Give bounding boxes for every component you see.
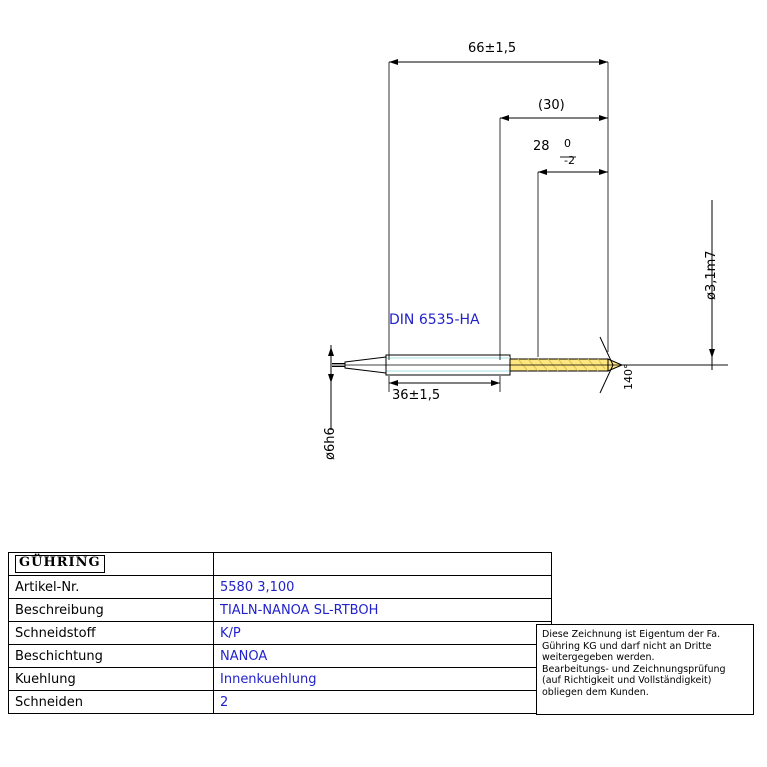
row-value-beschreibung: TIALN-NANOA SL-RTBOH	[214, 599, 552, 622]
row-value-schneidstoff: K/P	[214, 622, 552, 645]
dim-label-shank-diameter: ø6h6	[323, 427, 338, 460]
table-row	[9, 576, 552, 599]
title-block	[8, 552, 552, 714]
dim-36-arrow-left	[389, 380, 398, 386]
table-row	[9, 622, 552, 645]
row-key-schneidstoff: Schneidstoff	[9, 622, 214, 645]
row-key-artikel-nr: Artikel-Nr.	[9, 576, 214, 599]
dim-label-bracket-length: (30)	[538, 98, 565, 113]
row-key-beschichtung: Beschichtung	[9, 645, 214, 668]
dim-28-arrow-right	[599, 169, 608, 175]
notice-line-2: Gühring KG und darf nicht an Dritte	[542, 640, 712, 652]
dim-shank-dia-arrow-top	[328, 347, 334, 356]
dim-cut-dia-arrow	[709, 349, 715, 358]
table-row	[9, 691, 552, 714]
notice-line-4: Bearbeitungs- und Zeichnungsprüfung	[542, 663, 726, 675]
dim-label-cutting-diameter: ø3,1m7	[704, 250, 719, 300]
table-row	[9, 668, 552, 691]
dim-36-arrow-right	[491, 380, 500, 386]
notice-line-3: weitergegeben werden.	[542, 652, 655, 664]
dim-label-tolerance-length: 28	[533, 139, 550, 154]
row-key-beschreibung: Beschreibung	[9, 599, 214, 622]
table-row-logo	[9, 553, 552, 576]
dim-30-arrow-left	[500, 115, 509, 121]
row-value-beschichtung: NANOA	[214, 645, 552, 668]
dim-28-arrow-left	[538, 169, 547, 175]
table-row	[9, 645, 552, 668]
copyright-notice-box	[536, 624, 754, 715]
dim-label-point-angle: 140°	[622, 363, 635, 390]
row-key-kuehlung: Kuehlung	[9, 668, 214, 691]
notice-line-1: Diese Zeichnung ist Eigentum der Fa.	[542, 629, 721, 640]
notice-line-6: obliegen dem Kunden.	[542, 686, 649, 698]
row-value-kuehlung: Innenkuehlung	[214, 668, 552, 691]
dim-30-arrow-right	[599, 115, 608, 121]
dim-shank-dia-arrow-bottom	[328, 374, 334, 383]
notice-line-5: (auf Richtigkeit und Vollständigkeit)	[542, 675, 712, 687]
dim-label-tolerance-upper: 0	[564, 137, 571, 150]
dim-overall-arrow-left	[389, 59, 398, 65]
dim-label-flute-length: 36±1,5	[392, 388, 441, 403]
table-row	[9, 599, 552, 622]
logo-spacer-cell	[214, 553, 552, 576]
guehring-logo: GÜHRING	[15, 555, 105, 573]
dim-label-overall-length: 66±1,5	[468, 41, 517, 56]
row-value-schneiden: 2	[214, 691, 552, 714]
dim-label-tolerance-lower: -2	[564, 154, 575, 167]
dim-overall-arrow-right	[599, 59, 608, 65]
row-value-artikel-nr: 5580 3,100	[214, 576, 552, 599]
logo-cell	[9, 553, 214, 576]
standard-label: DIN 6535-HA	[389, 312, 480, 328]
row-key-schneiden: Schneiden	[9, 691, 214, 714]
